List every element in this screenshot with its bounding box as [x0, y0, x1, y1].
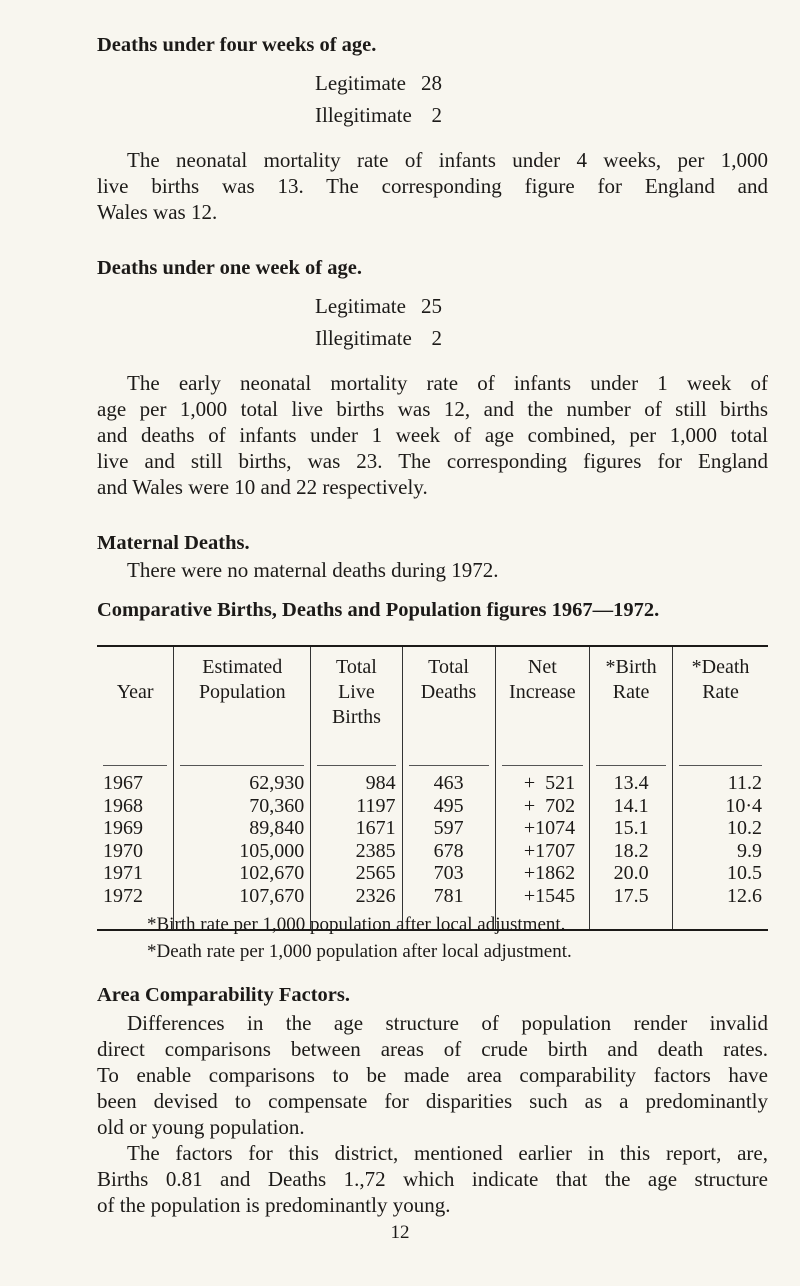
column-header-line: Population — [198, 681, 286, 703]
table-cell: 20.0 — [590, 862, 673, 885]
paragraph-line: To enable comparisons to be made area comparability factors have — [97, 1063, 768, 1087]
table-cell: 781 — [402, 885, 495, 931]
table-cell: 10.5 — [673, 862, 768, 885]
label-illegitimate: Illegitimate — [315, 326, 412, 350]
table-cell: +1707 — [495, 840, 590, 863]
paragraph-line: The neonatal mortality rate of infants under 4 weeks, per 1,000 — [127, 148, 768, 172]
table-cell: 1970 — [103, 839, 143, 862]
table-cell: 984 — [311, 772, 402, 795]
column-header-line: Total — [428, 656, 469, 678]
table-cell: 1972 — [103, 884, 143, 907]
table-row — [97, 862, 768, 885]
column-header-line: Rate — [612, 681, 650, 703]
paragraph-line: been devised to compensate for disparities such as a predominantly — [97, 1089, 768, 1113]
paragraph-line: and deaths of infants under 1 week of age combined, per 1,000 total — [97, 423, 768, 447]
table-cell: 9.9 — [673, 840, 768, 863]
table-cell: 1671 — [311, 817, 402, 840]
paragraph-line: live births was 13. The corresponding figure for England and — [97, 174, 768, 198]
paragraph-line: old or young population. — [97, 1115, 305, 1139]
column-header-line: Estimated — [202, 656, 283, 678]
paragraph-line: The early neonatal mortality rate of infants under 1 week of — [127, 371, 768, 395]
table-cell: 13.4 — [590, 772, 673, 795]
paragraph-line: Births 0.81 and Deaths 1.,72 which indicate that the age structure — [97, 1167, 768, 1191]
table-cell: + 702 — [495, 795, 590, 818]
paragraph-line: live and still births, was 23. The corresponding figures for England — [97, 449, 768, 473]
table-cell: 1968 — [103, 794, 143, 817]
table-cell: 678 — [402, 840, 495, 863]
table-cell: 62,930 — [174, 772, 311, 795]
table-cell: 10.2 — [673, 817, 768, 840]
table-cell: 89,840 — [174, 817, 311, 840]
paragraph-line: Wales was 12. — [97, 200, 218, 224]
table-cell: 703 — [402, 862, 495, 885]
paragraph-line: and Wales were 10 and 22 respectively. — [97, 475, 428, 499]
table-cell: 2565 — [311, 862, 402, 885]
value-illegitimate: 2 — [431, 103, 442, 127]
table-cell: +1074 — [495, 817, 590, 840]
table-cell: 14.1 — [590, 795, 673, 818]
column-header-line: Deaths — [420, 681, 477, 703]
table-cell: 107,670 — [174, 885, 311, 931]
heading-area-comparability: Area Comparability Factors. — [97, 984, 350, 1006]
label-legitimate: Legitimate — [315, 71, 406, 95]
table-cell: + 521 — [495, 772, 590, 795]
table-row — [97, 772, 768, 795]
value-illegitimate: 2 — [431, 326, 442, 350]
table-cell: 12.6 — [673, 885, 768, 931]
paragraph-line: direct comparisons between areas of crude birth and death rates. — [97, 1037, 768, 1061]
column-header-line: Rate — [702, 681, 739, 703]
table-row — [97, 840, 768, 863]
table-cell: 2385 — [311, 840, 402, 863]
heading-comparative: Comparative Births, Deaths and Population figures 1967—1972. — [97, 599, 660, 621]
table-cell: 463 — [402, 772, 495, 795]
column-header — [97, 646, 174, 758]
column-header-line: Total — [336, 656, 377, 678]
value-legitimate: 28 — [421, 71, 442, 95]
footnote-death-rate: *Death rate per 1,000 population after local adjustment. — [147, 941, 572, 962]
footnote-birth-rate: *Birth rate per 1,000 population after local adjustment. — [147, 914, 566, 935]
column-header-line: Net — [527, 656, 557, 678]
table-cell: 10·4 — [673, 795, 768, 818]
paragraph-line: Differences in the age structure of population render invalid — [127, 1011, 768, 1035]
column-header-line: Increase — [509, 681, 576, 703]
value-legitimate: 25 — [421, 294, 442, 318]
table-row — [97, 795, 768, 818]
heading-maternal-deaths: Maternal Deaths. — [97, 532, 250, 554]
table-cell: 1969 — [103, 817, 143, 839]
table-cell: 1197 — [311, 795, 402, 818]
column-header — [495, 646, 590, 758]
column-header — [673, 646, 768, 758]
heading-deaths-one-week: Deaths under one week of age. — [97, 257, 362, 279]
comparative-table — [97, 645, 768, 931]
table-cell: 495 — [402, 795, 495, 818]
label-illegitimate: Illegitimate — [315, 103, 412, 127]
table-cell: 11.2 — [673, 772, 768, 795]
column-header — [311, 646, 402, 758]
column-header — [590, 646, 673, 758]
table-cell: 1971 — [103, 862, 143, 884]
table-cell: 2326 — [311, 885, 402, 931]
heading-deaths-four-weeks: Deaths under four weeks of age. — [97, 34, 377, 56]
column-header-line: Year — [116, 681, 154, 703]
column-header — [174, 646, 311, 758]
column-header-line: Births — [331, 706, 381, 728]
maternal-deaths-text: There were no maternal deaths during 1972. — [127, 558, 499, 582]
table-cell: 105,000 — [174, 840, 311, 863]
page-number: 12 — [390, 1222, 410, 1243]
table-cell: 1967 — [103, 772, 143, 794]
column-header-line: *Birth — [605, 656, 657, 678]
column-header — [402, 646, 495, 758]
paragraph-line: of the population is predominantly young. — [97, 1193, 451, 1217]
table-cell: 597 — [402, 817, 495, 840]
table-cell: 15.1 — [590, 817, 673, 840]
table-cell: 70,360 — [174, 795, 311, 818]
table-cell: +1862 — [495, 862, 590, 885]
column-header-line: *Death — [691, 656, 750, 678]
table-cell: 18.2 — [590, 840, 673, 863]
paragraph-line: age per 1,000 total live births was 12, and the number of still births — [97, 397, 768, 421]
table-cell: 17.5 — [590, 885, 673, 931]
paragraph-line: The factors for this district, mentioned earlier in this report, are, — [127, 1141, 768, 1165]
label-legitimate: Legitimate — [315, 294, 406, 318]
column-header-line: Live — [338, 681, 375, 703]
table-cell: +1545 — [495, 885, 590, 931]
table-cell: 102,670 — [174, 862, 311, 885]
table-row — [97, 817, 768, 840]
